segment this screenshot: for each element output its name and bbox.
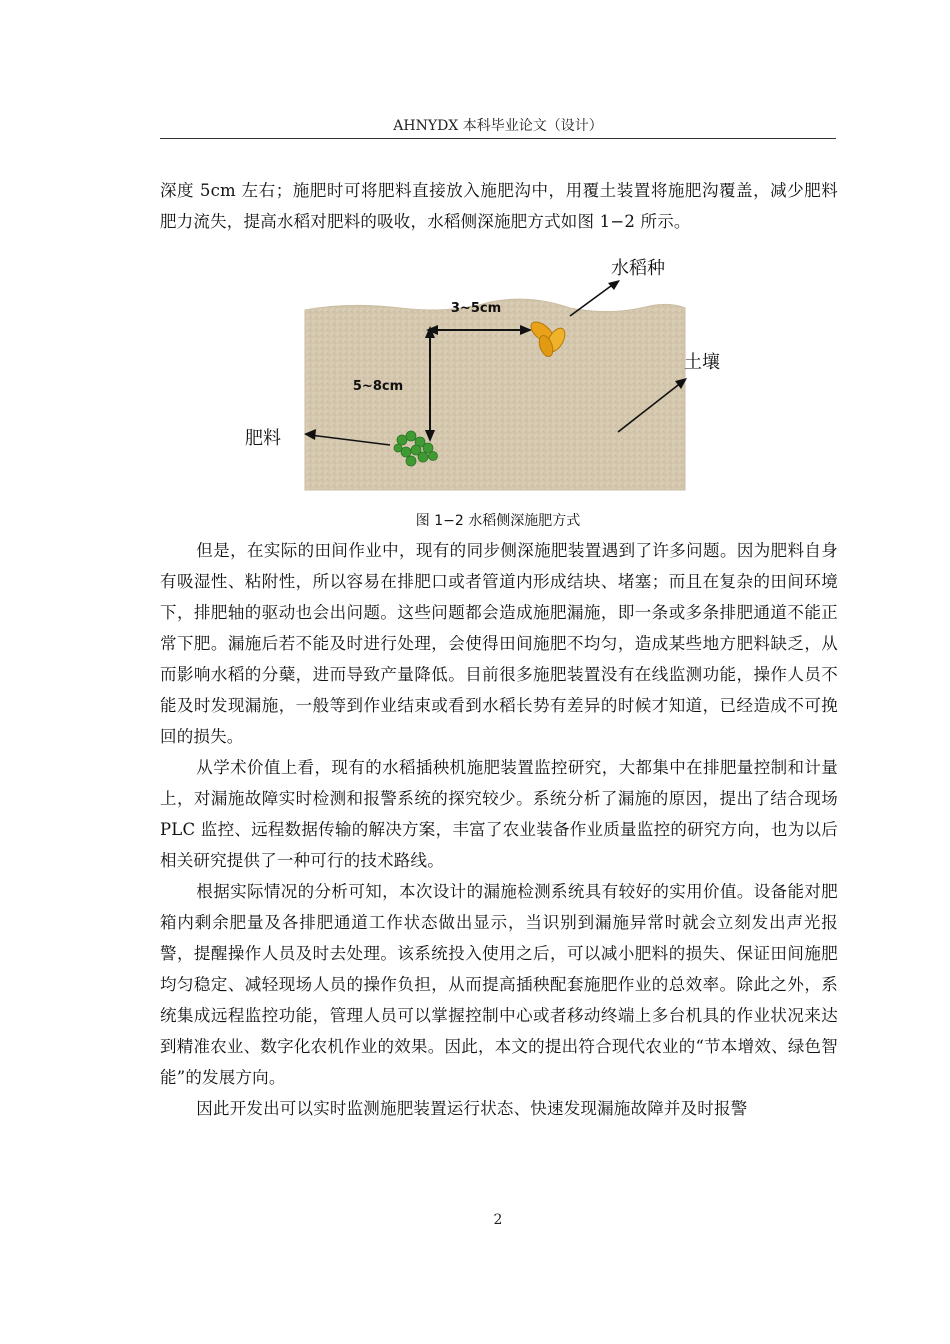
paragraph-practical-value: 根据实际情况的分析可知，本次设计的漏施检测系统具有较好的实用价值。设备能对肥箱内剩余肥量及各排肥通道工作状态做出显示，当识别到漏施异常时就会立刻发出声光报警，提醒操作人员及时去处理。该系统投入使用之后，可以减小肥料的损失、保证田间施肥均匀稳定、减轻现场人员的操作负担，从而提高插秧配套施肥作业的总效率。除此之外，系统集成远程监控功能，管理人员可以掌握控制中心或者移动终端上多台机具的作业状况来达到精准农业、数字化农机作业的效果。因此，本文的提出符合现代农业的“节本增效、绿色智能”的发展方向。 [160,882,838,1087]
body-text [160,535,838,1124]
fertilizer-label: 肥料 [245,428,281,449]
paragraph-problems: 但是，在实际的田间作业中，现有的同步侧深施肥装置遇到了许多问题。因为肥料自身有吸湿性、粘附性，所以容易在排肥口或者管道内形成结块、堵塞；而且在复杂的田间环境下，排肥轴的驱动也会出问题。这些问题都会造成施肥漏施，即一条或多条排肥通道不能正常下肥。漏施后若不能及时进行处理，会使得田间施肥不均匀，造成某些地方肥料缺乏，从而影响水稻的分蘖，进而导致产量降低。目前很多施肥装置没有在线监测功能，操作人员不能及时发现漏施，一般等到作业结束或看到水稻长势有差异的时候才知道，已经造成不可挽回的损失。 [160,541,838,746]
soil-label: 土壤 [684,352,720,373]
figure-side-deep-fertilization [230,250,720,505]
header-rule [160,138,836,139]
intro-block [160,175,838,237]
page-number: 2 [493,1212,503,1228]
horizontal-distance-label: 3~5cm [450,301,502,316]
vertical-distance-label: 5~8cm [352,379,404,394]
soil-area [305,299,685,490]
paragraph-conclusion: 因此开发出可以实时监测施肥装置运行状态、快速发现漏施故障并及时报警 [196,1099,748,1118]
seed-label: 水稻种 [611,258,665,279]
paragraph-academic-value: 从学术价值上看，现有的水稻插秧机施肥装置监控研究，大都集中在排肥量控制和计量上，对漏施故障实时检测和报警系统的探究较少。系统分析了漏施的原因，提出了结合现场 PLC 监控、远程数据传输的解决方案，丰富了农业装备作业质量监控的研究方向，也为以后相关研究提供了一种可行的技术路线。 [160,758,838,870]
intro-paragraph: 深度 5cm 左右；施肥时可将肥料直接放入施肥沟中，用覆土装置将施肥沟覆盖，减少肥料肥力流失，提高水稻对肥料的吸收，水稻侧深施肥方式如图 1−2 所示。 [160,181,838,231]
figure-caption: 图 1−2 水稻侧深施肥方式 [415,513,581,529]
running-header: AHNYDX 本科毕业论文（设计） [393,118,603,134]
